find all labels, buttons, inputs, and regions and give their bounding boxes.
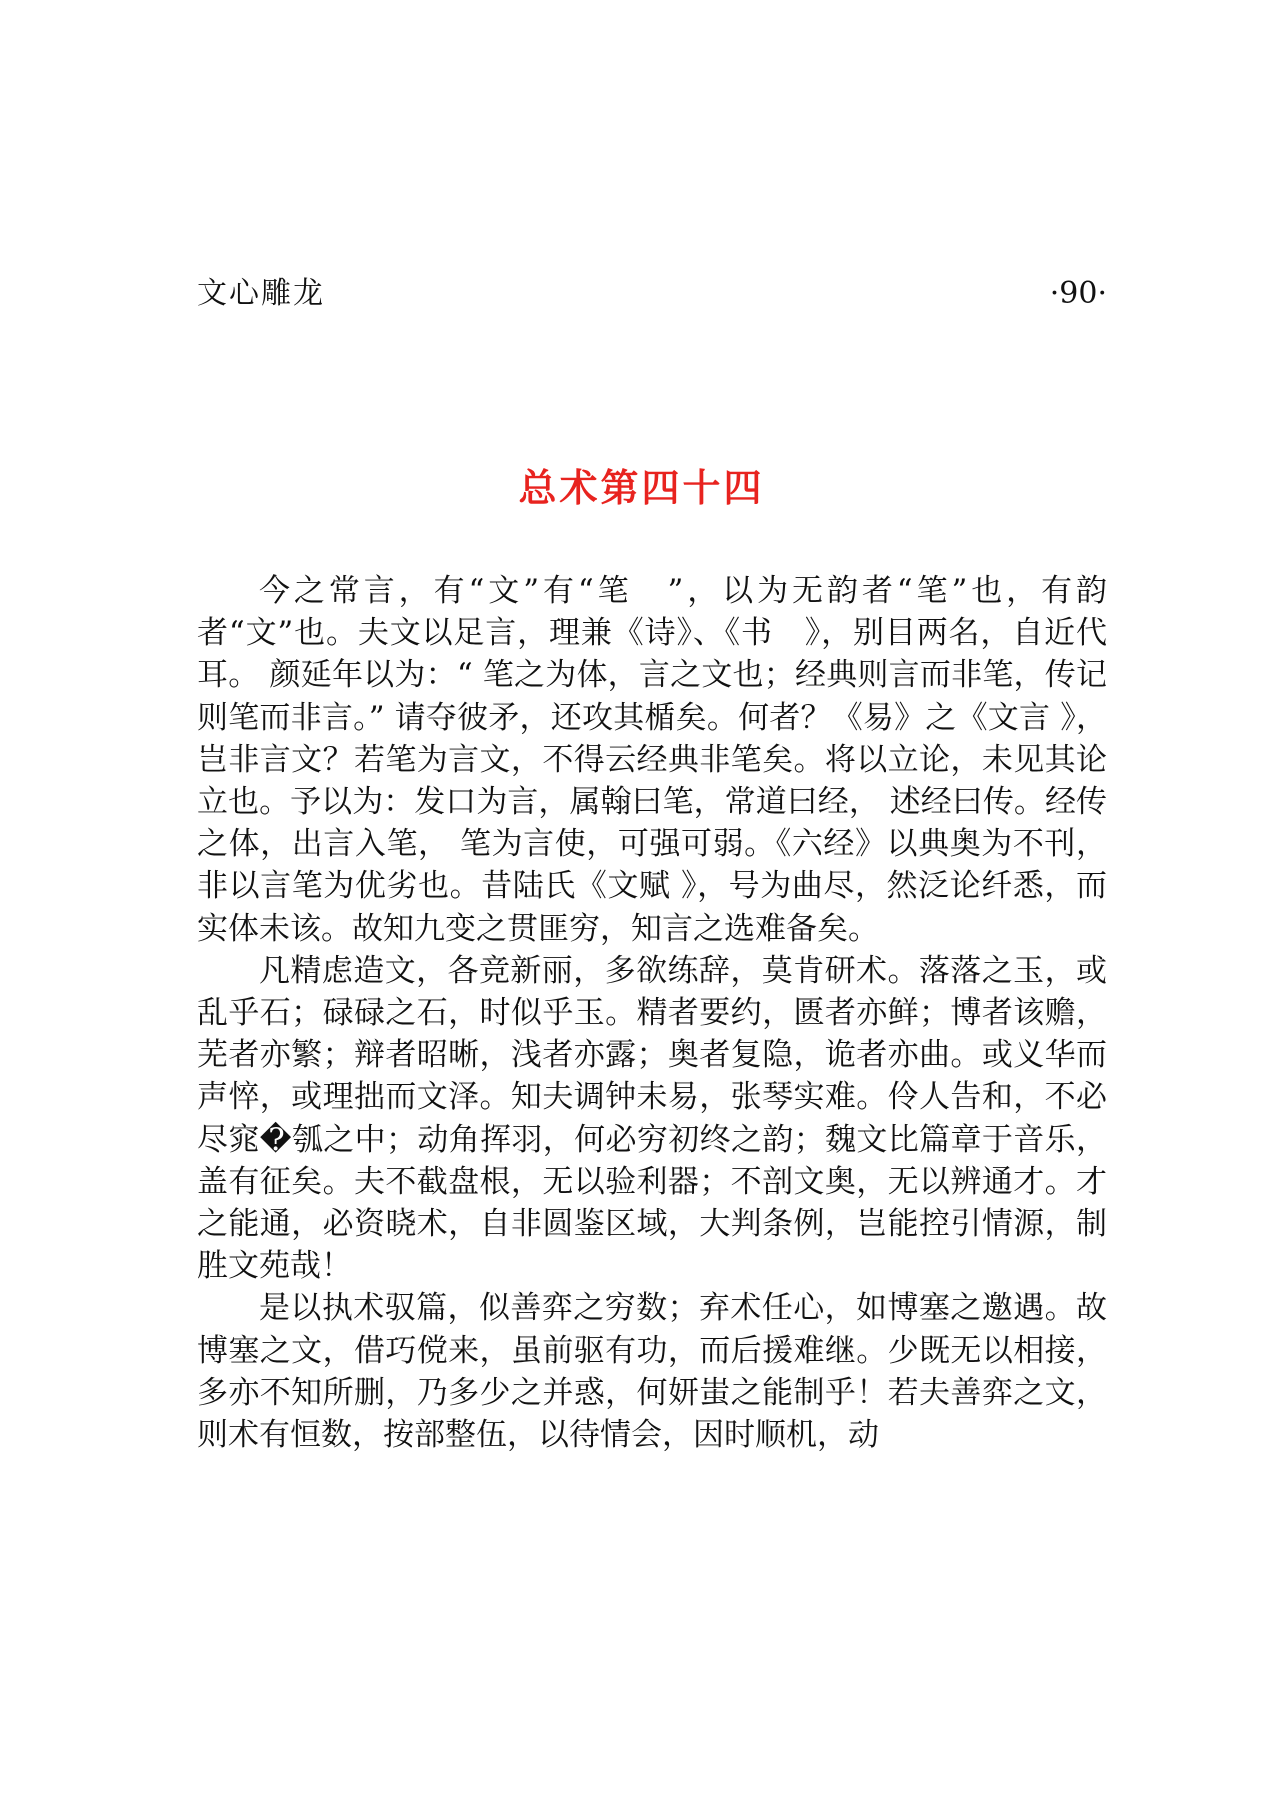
page-number: ·90· — [1049, 276, 1107, 311]
running-header — [197, 270, 1107, 318]
chapter-title: 总术第四十四 — [518, 466, 765, 510]
book-title: 文心雕龙 — [197, 276, 325, 311]
body-text — [197, 570, 1107, 1456]
paragraph: 凡精虑造文，各竞新丽，多欲练辞，莫肯研术。落落之玉，或乱乎石；碌碌之石，时似乎玉。精者要约，匮者亦鲜；博者该赡，芜者亦繁；辩者昭晰，浅者亦露；奥者复隐，诡者亦曲。或义华而声悴，或理拙而文泽。知夫调钟未易，张琴实难。伶人告和，不必尽窕�瓠之中；动角挥羽，何必穷初终之韵；魏文比篇章于音乐，盖有征矣。夫不截盘根，无以验利器；不剖文奥，无以辨通才。才之能通，必资晓术，自非圆鉴区域，大判条例，岂能控引情源，制胜文苑哉！ — [197, 952, 1107, 1285]
paragraph: 是以执术驭篇，似善弈之穷数；弃术任心，如博塞之邀遇。故博塞之文，借巧傥来，虽前驱有功，而后援难继。少既无以相接，多亦不知所删，乃多少之并惑，何妍蚩之能制乎！若夫善弈之文，则术有恒数，按部整伍，以待情会，因时顺机，动 — [197, 1290, 1107, 1454]
paragraph: 今之常言，有“文”有“笔 ”，以为无韵者“笔”也，有韵者“文”也。夫文以足言，理兼《诗》、《书 》，别目两名，自近代耳。 颜延年以为：“ 笔之为体，言之文也；经典则言而非笔，传记则笔而非言。” 请夺彼矛，还攻其楯矣。何者？《易》之《文言 》，岂非言文？若笔为言文，不得云经典非笔矣。将以立论，未见其论立也。予以为：发口为言，属翰曰笔，常道曰经， 述经曰传。经传之体，出言入笔， 笔为言使，可强可弱。《六经》以典奥为不刊， 非以言笔为优劣也。昔陆氏《文赋 》，号为曲尽，然泛论纤悉，而实体未该。故知九变之贯匪穷，知言之选难备矣。 — [197, 573, 1107, 947]
